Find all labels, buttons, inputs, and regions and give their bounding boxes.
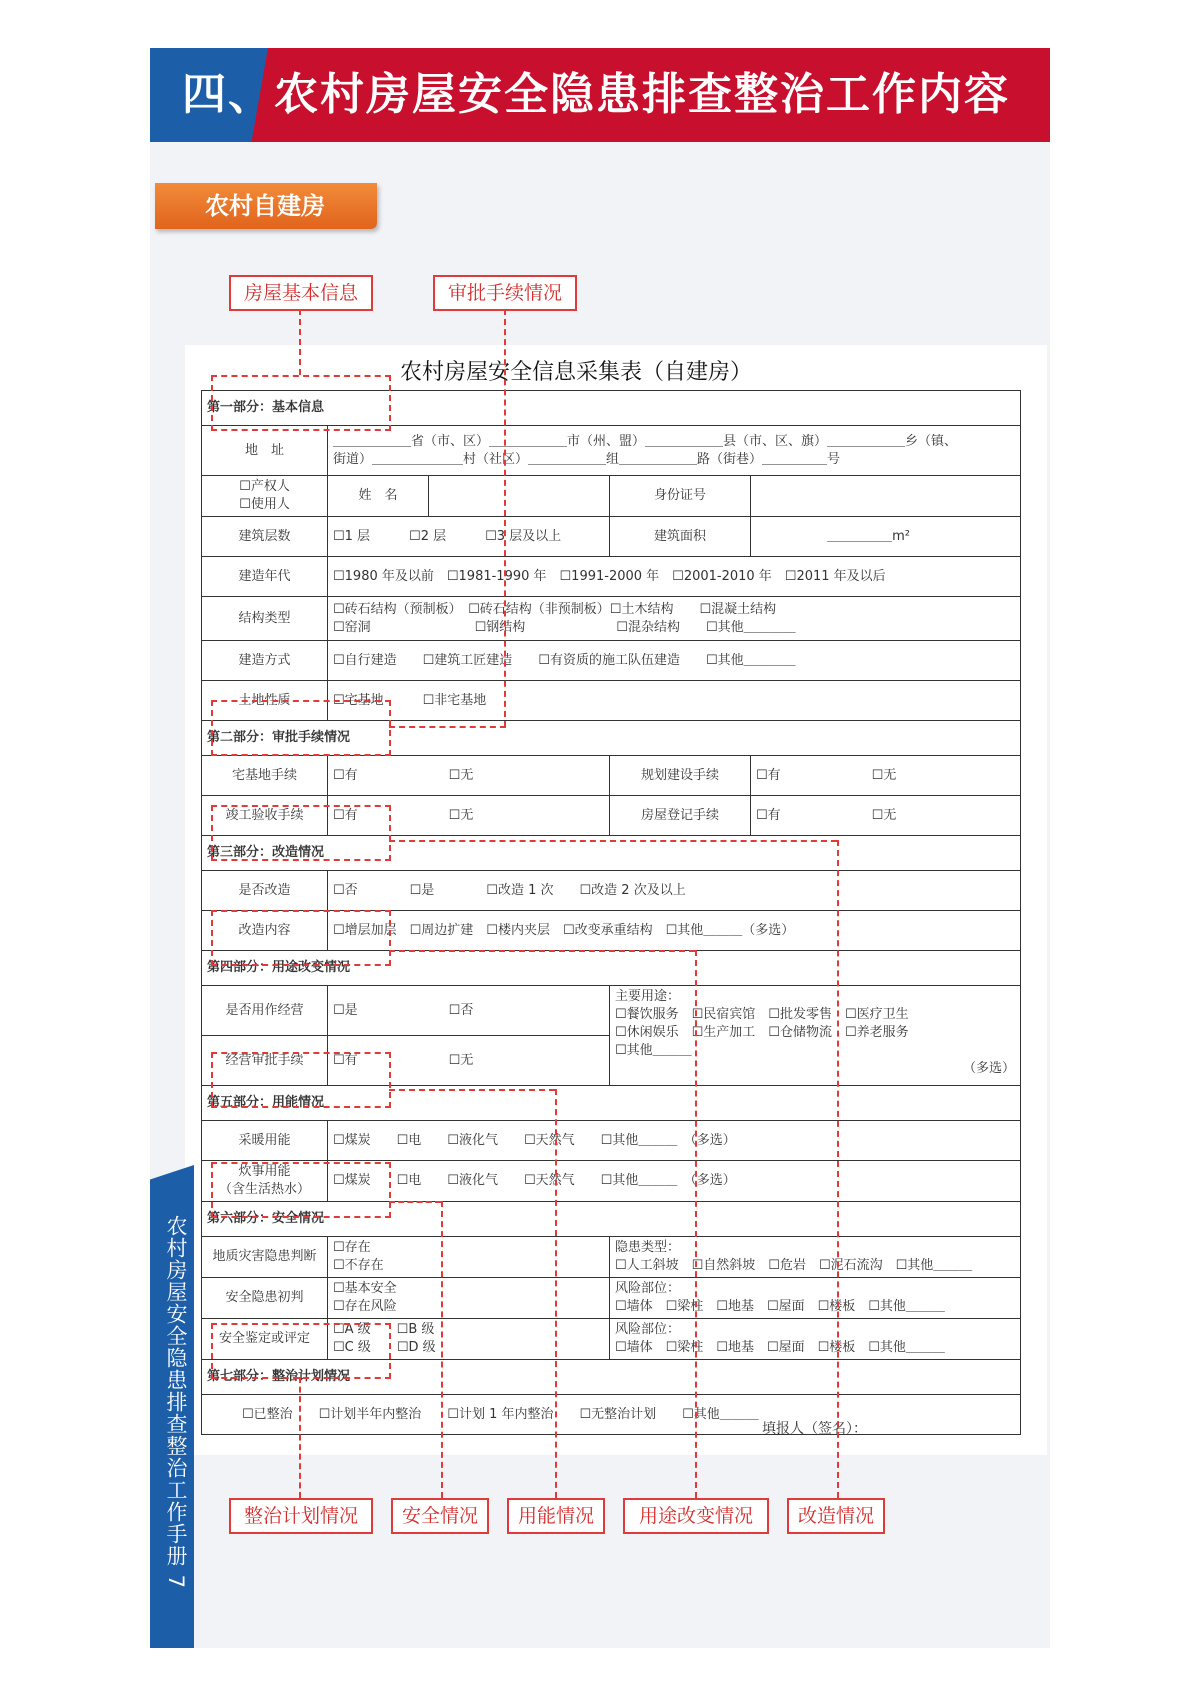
heating-label: 采暖用能 [202, 1121, 328, 1161]
homestead-label: 宅基地手续 [202, 756, 328, 796]
land-label: 土地性质 [202, 681, 328, 721]
highlight-section-4 [211, 910, 391, 966]
section-5-header: 第五部分：用能情况 [202, 1086, 1021, 1121]
plan-options[interactable]: ☐已整治 ☐计划半年内整治 ☐计划 1 年内整治 ☐无整治计划 ☐其他＿＿＿ [202, 1395, 1021, 1435]
name-field[interactable] [429, 476, 610, 517]
label-rectify-plan: 整治计划情况 [229, 1498, 373, 1534]
highlight-section-3 [211, 805, 391, 861]
label-energy: 用能情况 [507, 1498, 605, 1534]
connector-safety-h [389, 1201, 441, 1203]
risk-part-options[interactable]: 风险部位： ☐墙体 ☐梁柱 ☐地基 ☐屋面 ☐楼板 ☐其他＿＿＿ [610, 1278, 1021, 1319]
appraisal-options[interactable]: ☐A 级 ☐B 级 ☐C 级 ☐D 级 [328, 1319, 610, 1360]
id-field[interactable] [751, 476, 1021, 517]
renovation-content-label: 改造内容 [202, 911, 328, 951]
cooking-label: 炊事用能 （含生活热水） [202, 1161, 328, 1202]
registration-options[interactable]: ☐有 ☐无 [751, 796, 1021, 836]
section-3-header: 第三部分：改造情况 [202, 836, 1021, 871]
highlight-section-6 [211, 1162, 391, 1218]
land-options[interactable]: ☐宅基地 ☐非宅基地 [328, 681, 1021, 721]
business-use-options[interactable]: ☐是 ☐否 [328, 986, 610, 1036]
connector-energy-h [389, 1089, 555, 1091]
connector-approval-h [389, 726, 506, 728]
business-approval-label: 经营审批手续 [202, 1036, 328, 1086]
main-use-options[interactable]: 主要用途： ☐餐饮服务 ☐民宿宾馆 ☐批发零售 ☐医疗卫生 ☐休闲娱乐 ☐生产加工 ☐仓储物流 ☐养老服务 ☐其他＿＿＿ （多选） [610, 986, 1021, 1086]
appraisal-risk-part-options[interactable]: 风险部位： ☐墙体 ☐梁柱 ☐地基 ☐屋面 ☐楼板 ☐其他＿＿＿ [610, 1319, 1021, 1360]
homestead-options[interactable]: ☐有 ☐无 [328, 756, 610, 796]
completion-label: 竣工验收手续 [202, 796, 328, 836]
geo-hazard-options[interactable]: ☐存在 ☐不存在 [328, 1237, 610, 1278]
section-1-header: 第一部分：基本信息 [202, 391, 1021, 426]
label-approval: 审批手续情况 [433, 275, 577, 311]
reporter-signature: 填报人（签名）： [762, 1421, 867, 1437]
manual-footer: 农村房屋安全隐患排查整治工作手册 7 [164, 1215, 188, 1590]
highlight-section-1 [211, 375, 391, 431]
connector-safety [441, 1201, 443, 1498]
planning-options[interactable]: ☐有 ☐无 [751, 756, 1021, 796]
renovation-content-options[interactable]: ☐增层加层 ☐周边扩建 ☐楼内夹层 ☐改变承重结构 ☐其他＿＿＿（多选） [328, 911, 1021, 951]
build-method-options[interactable]: ☐自行建造 ☐建筑工匠建造 ☐有资质的施工队伍建造 ☐其他＿＿＿＿ [328, 641, 1021, 681]
label-usage-change: 用途改变情况 [623, 1498, 769, 1534]
planning-label: 规划建设手续 [610, 756, 751, 796]
structure-options[interactable]: ☐砖石结构（预制板） ☐砖石结构（非预制板）☐土木结构 ☐混凝土结构 ☐窑洞 ☐钢结构 ☐混杂结构 ☐其他＿＿＿＿ [328, 597, 1021, 641]
floors-label: 建筑层数 [202, 517, 328, 557]
connector-renovation-h [389, 840, 837, 842]
business-approval-options[interactable]: ☐有 ☐无 [328, 1036, 610, 1086]
label-renovation: 改造情况 [787, 1498, 885, 1534]
structure-label: 结构类型 [202, 597, 328, 641]
renovated-options[interactable]: ☐否 ☐是 ☐改造 1 次 ☐改造 2 次及以上 [328, 871, 1021, 911]
section-4-header: 第四部分：用途改变情况 [202, 951, 1021, 986]
geo-hazard-label: 地质灾害隐患判断 [202, 1237, 328, 1278]
connector-renovation [837, 840, 839, 1498]
floors-options[interactable]: ☐1 层 ☐2 层 ☐3 层及以上 [328, 517, 610, 557]
connector-usage [695, 950, 697, 1498]
completion-options[interactable]: ☐有 ☐无 [328, 796, 610, 836]
renovated-label: 是否改造 [202, 871, 328, 911]
highlight-section-7 [211, 1323, 391, 1379]
name-label: 姓 名 [328, 476, 429, 517]
year-label: 建造年代 [202, 557, 328, 597]
id-label: 身份证号 [610, 476, 751, 517]
highlight-section-2 [211, 700, 391, 756]
address-field[interactable]: ＿＿＿＿＿＿省（市、区）＿＿＿＿＿＿市（州、盟）＿＿＿＿＿＿县（市、区、旗）＿＿＿＿＿＿乡（镇、 街道）＿＿＿＿＿＿＿村（社区）＿＿＿＿＿＿组＿＿＿＿＿＿路（街巷）＿＿＿＿＿号 [328, 426, 1021, 476]
business-use-label: 是否用作经营 [202, 986, 328, 1036]
connector-energy [555, 1089, 557, 1498]
section-6-header: 第六部分：安全情况 [202, 1202, 1021, 1237]
connector-basic-info [299, 309, 301, 375]
connector-usage-h [389, 950, 695, 952]
highlight-section-5 [211, 1052, 391, 1108]
area-label: 建筑面积 [610, 517, 751, 557]
heating-options[interactable]: ☐煤炭 ☐电 ☐液化气 ☐天然气 ☐其他＿＿＿ （多选） [328, 1121, 1021, 1161]
hazard-type-options[interactable]: 隐患类型： ☐人工斜坡 ☐自然斜坡 ☐危岩 ☐泥石流沟 ☐其他＿＿＿ [610, 1237, 1021, 1278]
label-safety: 安全情况 [391, 1498, 489, 1534]
build-method-label: 建造方式 [202, 641, 328, 681]
section-tag: 农村自建房 [155, 183, 377, 229]
label-basic-info: 房屋基本信息 [229, 275, 373, 311]
address-label: 地 址 [202, 426, 328, 476]
connector-approval [504, 309, 506, 727]
cooking-options[interactable]: ☐煤炭 ☐电 ☐液化气 ☐天然气 ☐其他＿＿＿ （多选） [328, 1161, 1021, 1202]
form-title: 农村房屋安全信息采集表（自建房） [400, 360, 753, 385]
registration-label: 房屋登记手续 [610, 796, 751, 836]
owner-type-options[interactable]: ☐产权人 ☐使用人 [202, 476, 328, 517]
year-options[interactable]: ☐1980 年及以前 ☐1981-1990 年 ☐1991-2000 年 ☐2001-2010 年 ☐2011 年及以后 [328, 557, 1021, 597]
connector-rectify-plan [299, 1377, 301, 1498]
section-7-header: 第七部分：整治计划情况 [202, 1360, 1021, 1395]
section-2-header: 第二部分：审批手续情况 [202, 721, 1021, 756]
initial-judgement-label: 安全隐患初判 [202, 1278, 328, 1319]
area-field[interactable]: ＿＿＿＿＿m² [751, 517, 1021, 557]
appraisal-label: 安全鉴定或评定 [202, 1319, 328, 1360]
initial-judgement-options[interactable]: ☐基本安全 ☐存在风险 [328, 1278, 610, 1319]
page-title: 四、农村房屋安全隐患排查整治工作内容 [182, 69, 1010, 120]
